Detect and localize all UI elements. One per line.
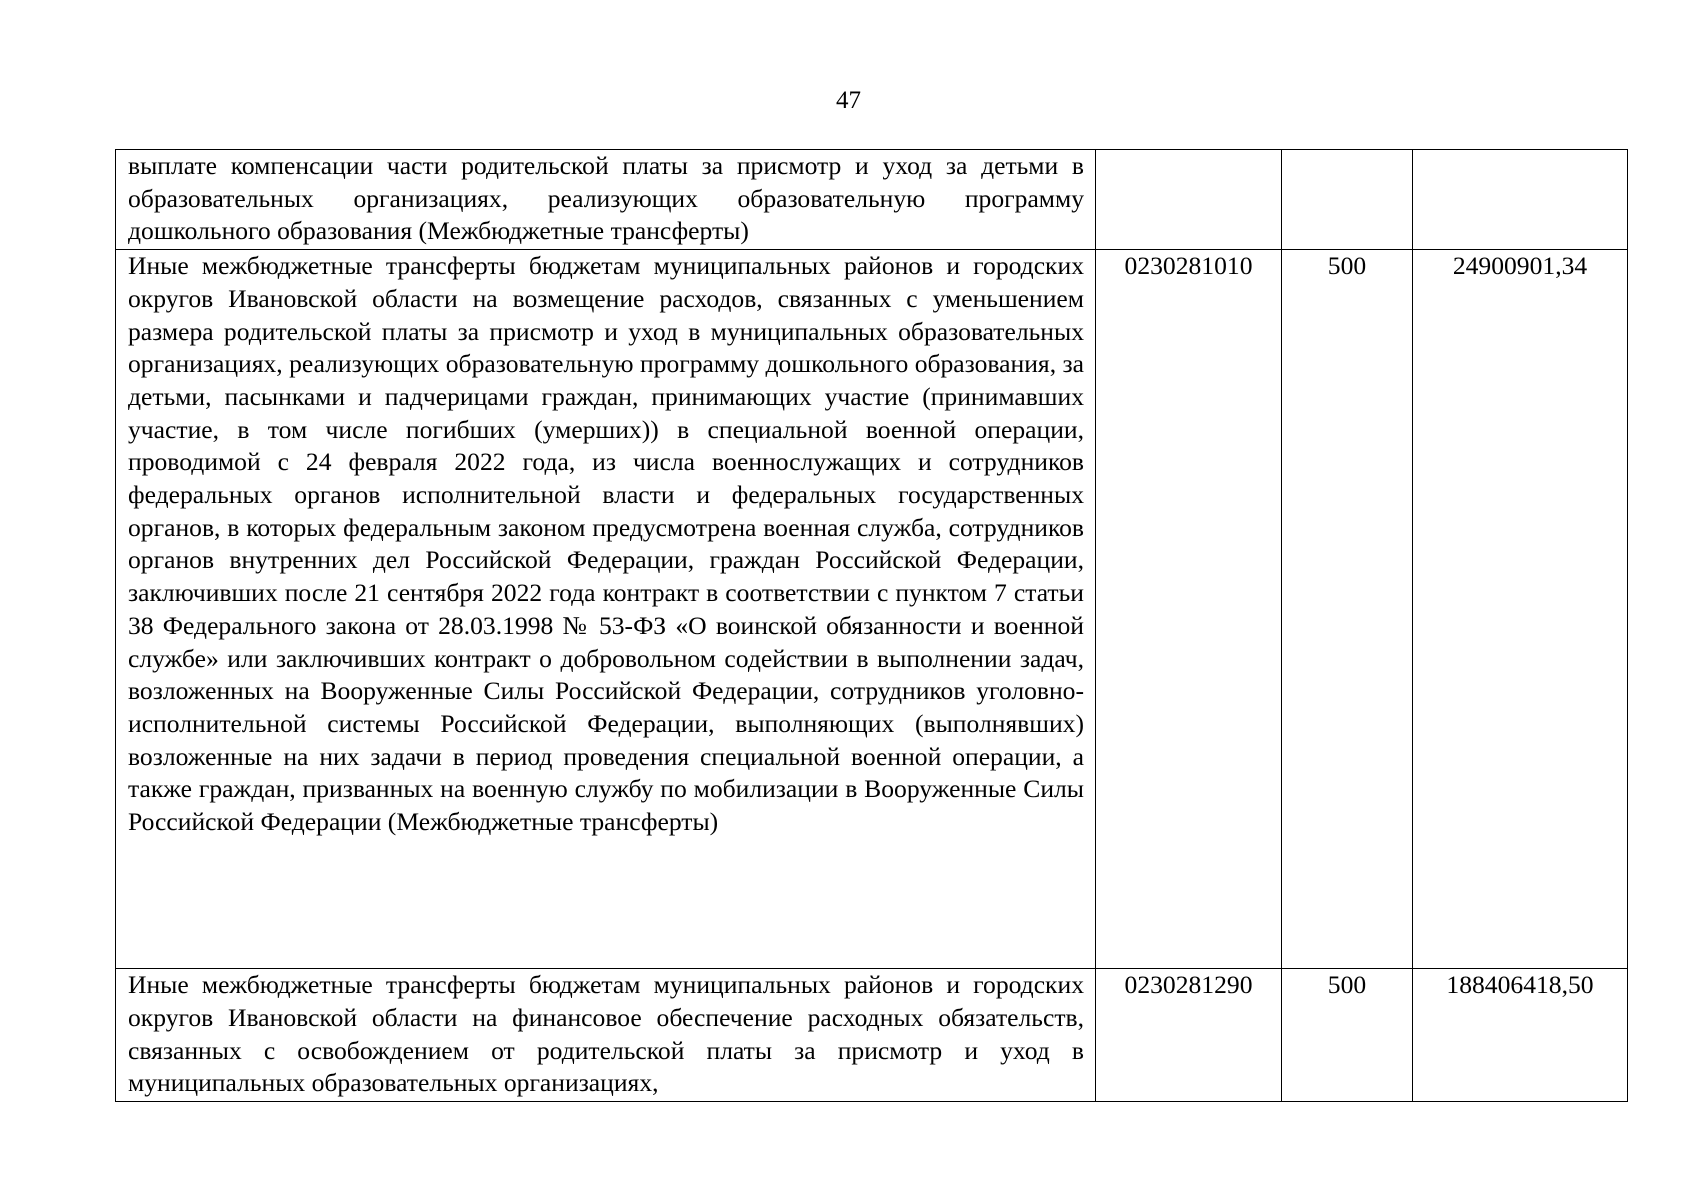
row-name-cell <box>116 250 1096 969</box>
row-description: Иные межбюджетные трансферты бюджетам муниципальных районов и городских округов Ивановской области на возмещение расходов, связанных с уменьшением размера родительской платы за присмотр и уход в муниципальных образовательных организациях, реализующих образовательную программу дошкольного образования, за детьми, пасынками и падчерицами граждан, принимающих участие (принимавших участие, в том числе погибших (умерших)) в специальной военной операции, проводимой с 24 февраля 2022 года, из числа военнослужащих и сотрудников федеральных органов исполнительной власти и федеральных государственных органов, в которых федеральным законом предусмотрена военная служба, сотрудников органов внутренних дел Российской Федерации, граждан Российской Федерации, заключивших после 21 сентября 2022 года контракт в соответствии с пунктом 7 статьи 38 Федерального закона от 28.03.1998 № 53-ФЗ «О воинской обязанности и военной службе» или заключивших контракт о добровольном содействии в выполнении задач, возложенных на Вооруженные Силы Российской Федерации, сотрудников уголовно-исполнительной системы Российской Федерации, выполняющих (выполнявших) возложенные на них задачи в период проведения специальной военной операции, а также граждан, призванных на военную службу по мобилизации в Вооруженные Силы Российской Федерации (Межбюджетные трансферты) <box>128 251 1084 837</box>
row-name-cell <box>116 150 1096 250</box>
row-sum-cell: 24900901,34 <box>1413 250 1628 969</box>
row-type-cell: 500 <box>1282 250 1413 969</box>
table-row <box>116 250 1628 969</box>
row-sum-cell: 188406418,50 <box>1413 969 1628 1102</box>
row-code-cell <box>1096 150 1282 250</box>
table-row <box>116 969 1628 1102</box>
table-row <box>116 150 1628 250</box>
row-code-cell: 0230281290 <box>1096 969 1282 1102</box>
page-number: 47 <box>836 87 861 114</box>
budget-table <box>115 149 1628 1102</box>
row-type-cell <box>1282 150 1413 250</box>
row-description: выплате компенсации части родительской платы за присмотр и уход за детьми в образовательных организациях, реализующих образовательную программу дошкольного образования (Межбюджетные трансферты) <box>128 151 1084 246</box>
row-type-cell: 500 <box>1282 969 1413 1102</box>
row-description: Иные межбюджетные трансферты бюджетам муниципальных районов и городских округов Ивановской области на финансовое обеспечение расходных обязательств, связанных с освобождением от родительской платы за присмотр и уход в муниципальных образовательных организациях, <box>128 970 1084 1098</box>
row-sum-cell <box>1413 150 1628 250</box>
row-code-cell: 0230281010 <box>1096 250 1282 969</box>
row-name-cell <box>116 969 1096 1102</box>
